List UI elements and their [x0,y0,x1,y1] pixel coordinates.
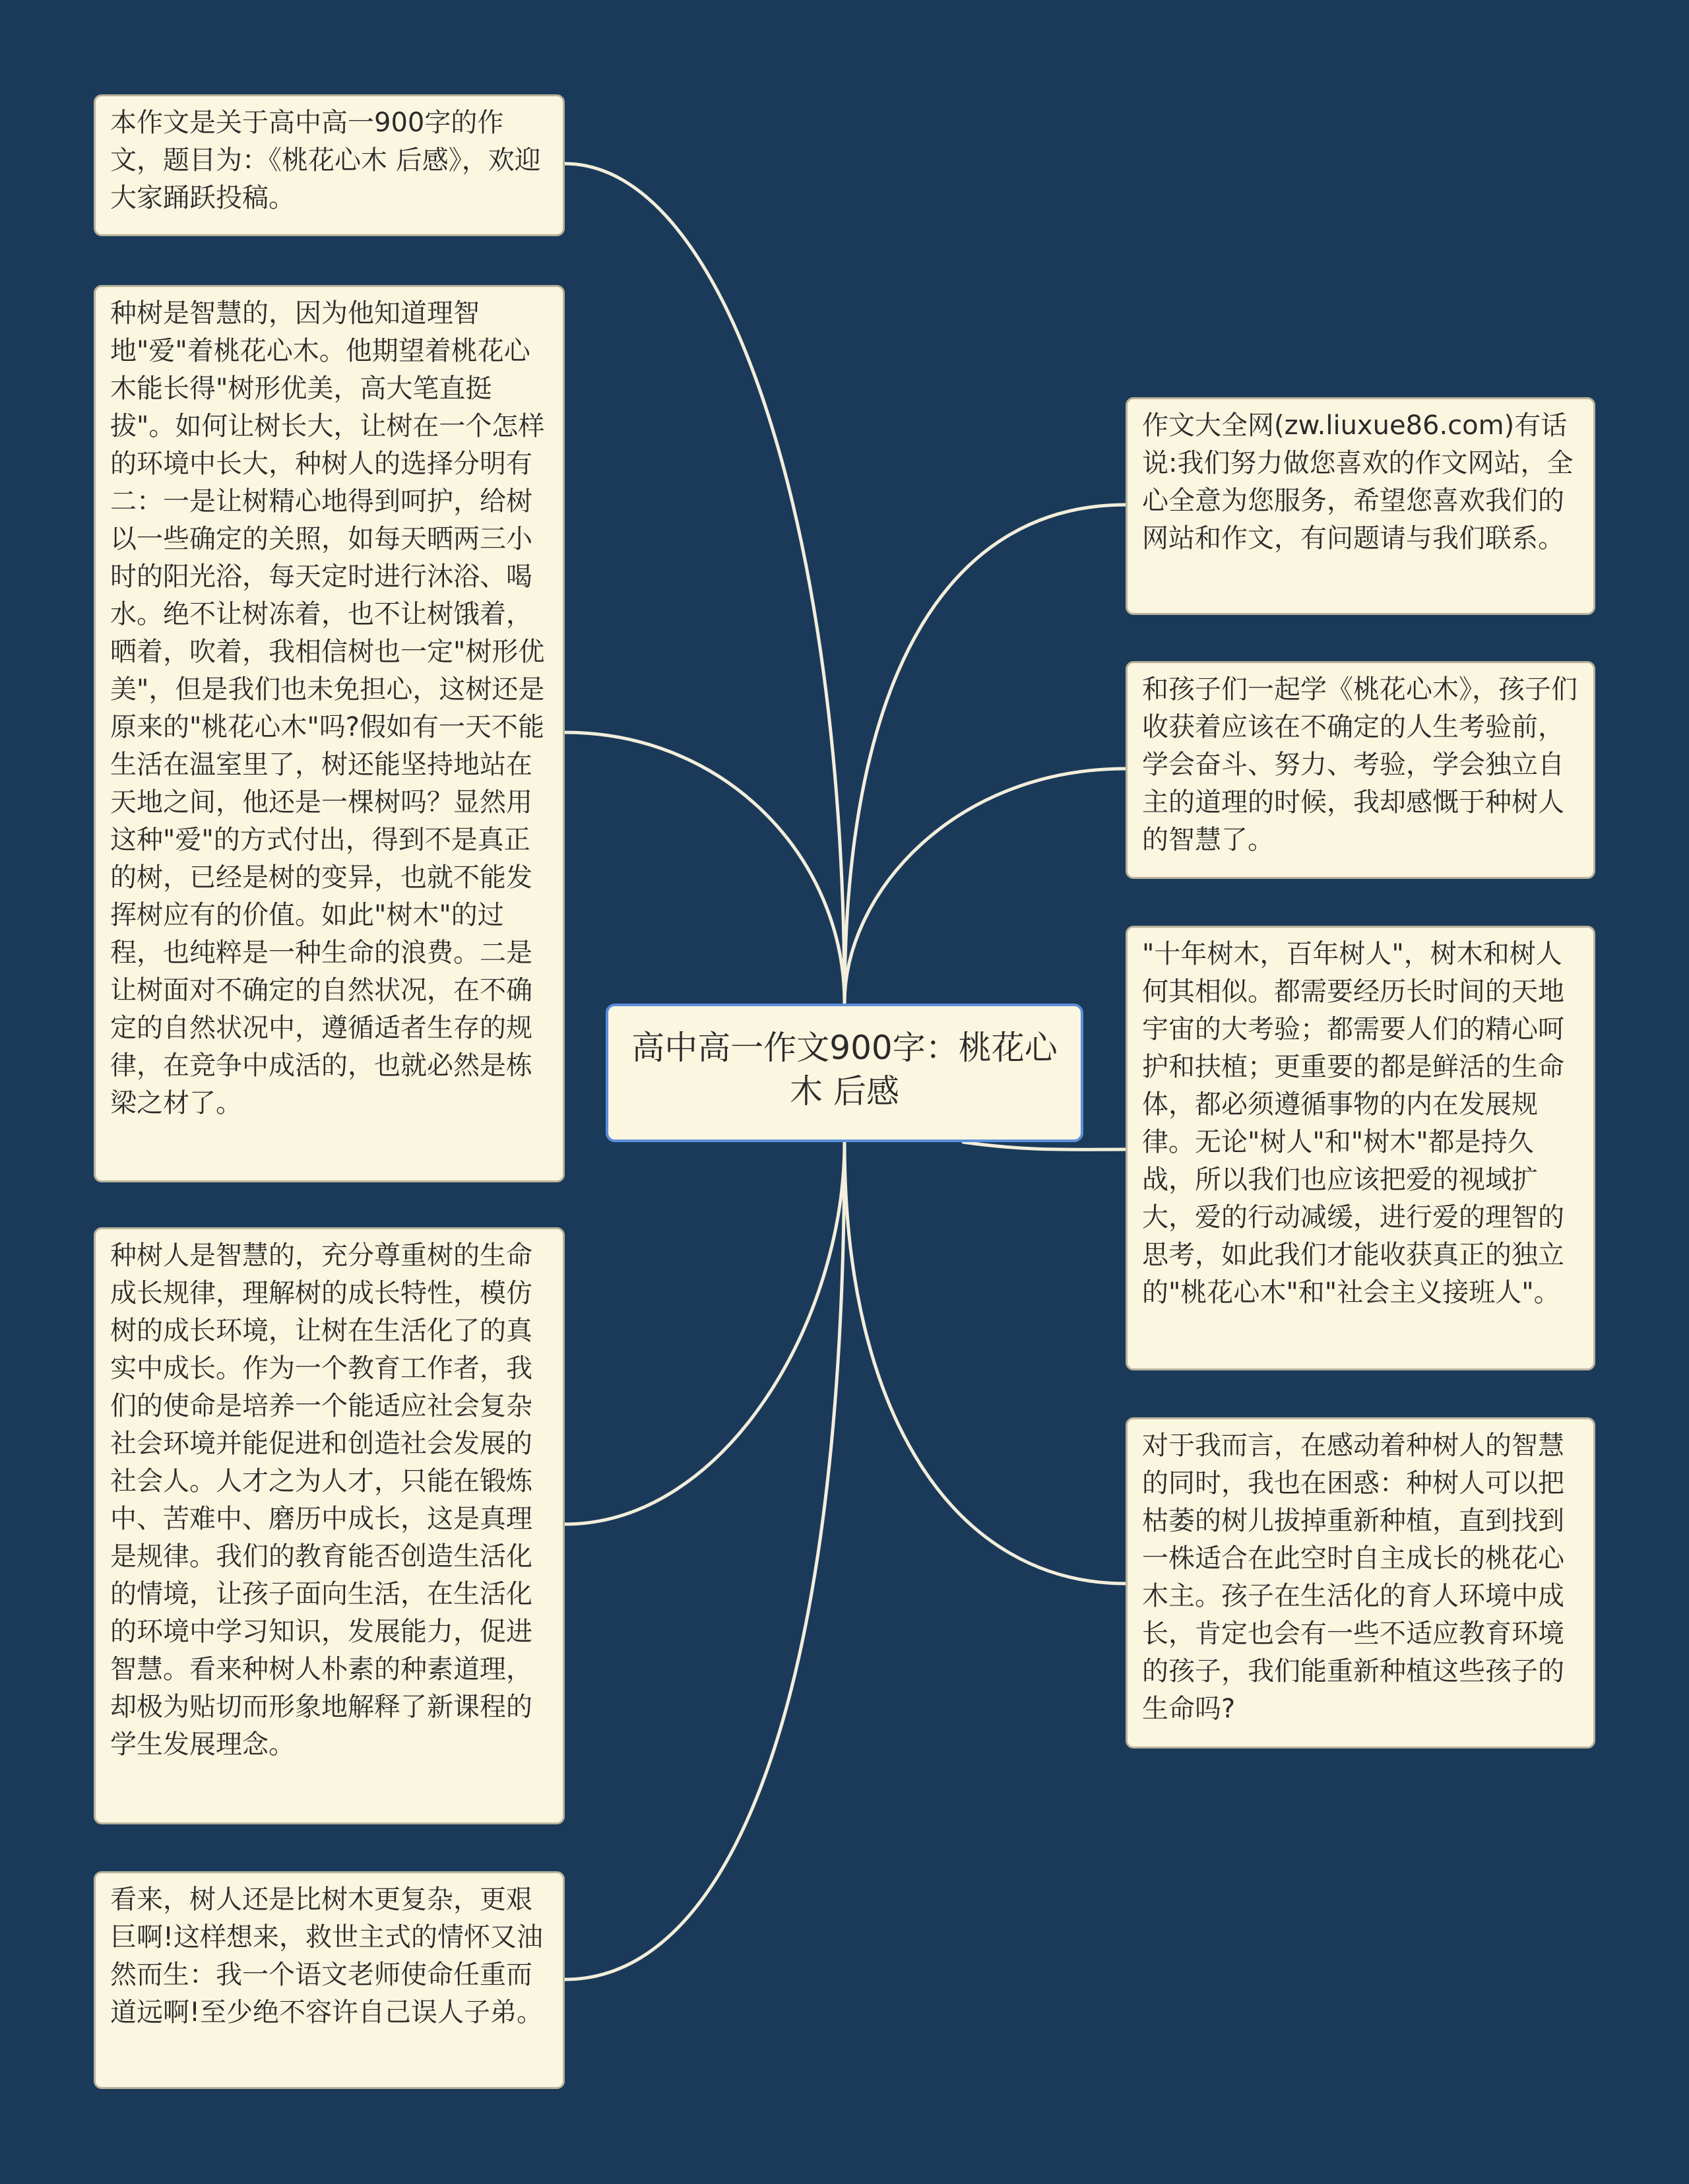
connector-left-4 [565,1142,844,1979]
central-topic[interactable]: 高中高一作文900字：桃花心木 后感 [606,1004,1083,1142]
topic-right-1[interactable]: 作文大全网(zw.liuxue86.com)有话说:我们努力做您喜欢的作文网站，全心全意为您服务，希望您喜欢我们的网站和作文，有问题请与我们联系。 [1126,397,1595,615]
connector-right-4 [844,1142,1126,1584]
connector-intro [565,164,844,1004]
topic-right-4[interactable]: 对于我而言，在感动着种树人的智慧的同时，我也在困惑：种树人可以把枯萎的树儿拔掉重新种植，直到找到一株适合在此空时自主成长的桃花心木主。孩子在生活化的育人环境中成长，肯定也会有一些不适应教育环境的孩子，我们能重新种植这些孩子的生命吗? [1126,1417,1595,1749]
topic-right-3[interactable]: "十年树木，百年树人"，树木和树人何其相似。都需要经历长时间的天地宇宙的大考验；都需要人们的精心呵护和扶植；更重要的都是鲜活的生命体，都必须遵循事物的内在发展规律。无论"树人"和"树木"都是持久战，所以我们也应该把爱的视域扩大，爱的行动减缓，进行爱的理智的思考，如此我们才能收获真正的独立的"桃花心木"和"社会主义接班人"。 [1126,926,1595,1370]
connector-right-3 [963,1142,1126,1149]
connector-right-2 [844,769,1126,1004]
connector-left-3 [565,1142,844,1524]
topic-left-2[interactable]: 种树是智慧的，因为他知道理智地"爱"着桃花心木。他期望着桃花心木能长得"树形优美，高大笔直挺拔"。如何让树长大，让树在一个怎样的环境中长大，种树人的选择分明有二：一是让树精心地得到呵护，给树以一些确定的关照，如每天晒两三小时的阳光浴，每天定时进行沐浴、喝水。绝不让树冻着，也不让树饿着，晒着，吹着，我相信树也一定"树形优美"，但是我们也未免担心，这树还是原来的"桃花心木"吗?假如有一天不能生活在温室里了，树还能坚持地站在天地之间，他还是一棵树吗？显然用这种"爱"的方式付出，得到不是真正的树，已经是树的变异，也就不能发挥树应有的价值。如此"树木"的过程，也纯粹是一种生命的浪费。二是让树面对不确定的自然状况，在不确定的自然状况中，遵循适者生存的规律，在竞争中成活的，也就必然是栋梁之材了。 [94,285,565,1182]
connector-left-2 [565,732,844,1004]
topic-left-3[interactable]: 种树人是智慧的，充分尊重树的生命成长规律，理解树的成长特性，模仿树的成长环境，让树在生活化了的真实中成长。作为一个教育工作者，我们的使命是培养一个能适应社会复杂社会环境并能促进和创造社会发展的社会人。人才之为人才，只能在锻炼中、苦难中、磨历中成长，这是真理是规律。我们的教育能否创造生活化的情境，让孩子面向生活，在生活化的环境中学习知识，发展能力，促进智慧。看来种树人朴素的种素道理，却极为贴切而形象地解释了新课程的学生发展理念。 [94,1227,565,1824]
topic-intro[interactable]: 本作文是关于高中高一900字的作文，题目为：《桃花心木 后感》，欢迎大家踊跃投稿。 [94,94,565,236]
topic-right-2[interactable]: 和孩子们一起学《桃花心木》，孩子们收获着应该在不确定的人生考验前，学会奋斗、努力、考验，学会独立自主的道理的时候，我却感慨于种树人的智慧了。 [1126,661,1595,879]
connector-right-1 [844,505,1126,1004]
topic-left-4[interactable]: 看来，树人还是比树木更复杂，更艰巨啊!这样想来，救世主式的情怀又油然而生：我一个语文老师使命任重而道远啊!至少绝不容许自己误人子弟。 [94,1871,565,2089]
